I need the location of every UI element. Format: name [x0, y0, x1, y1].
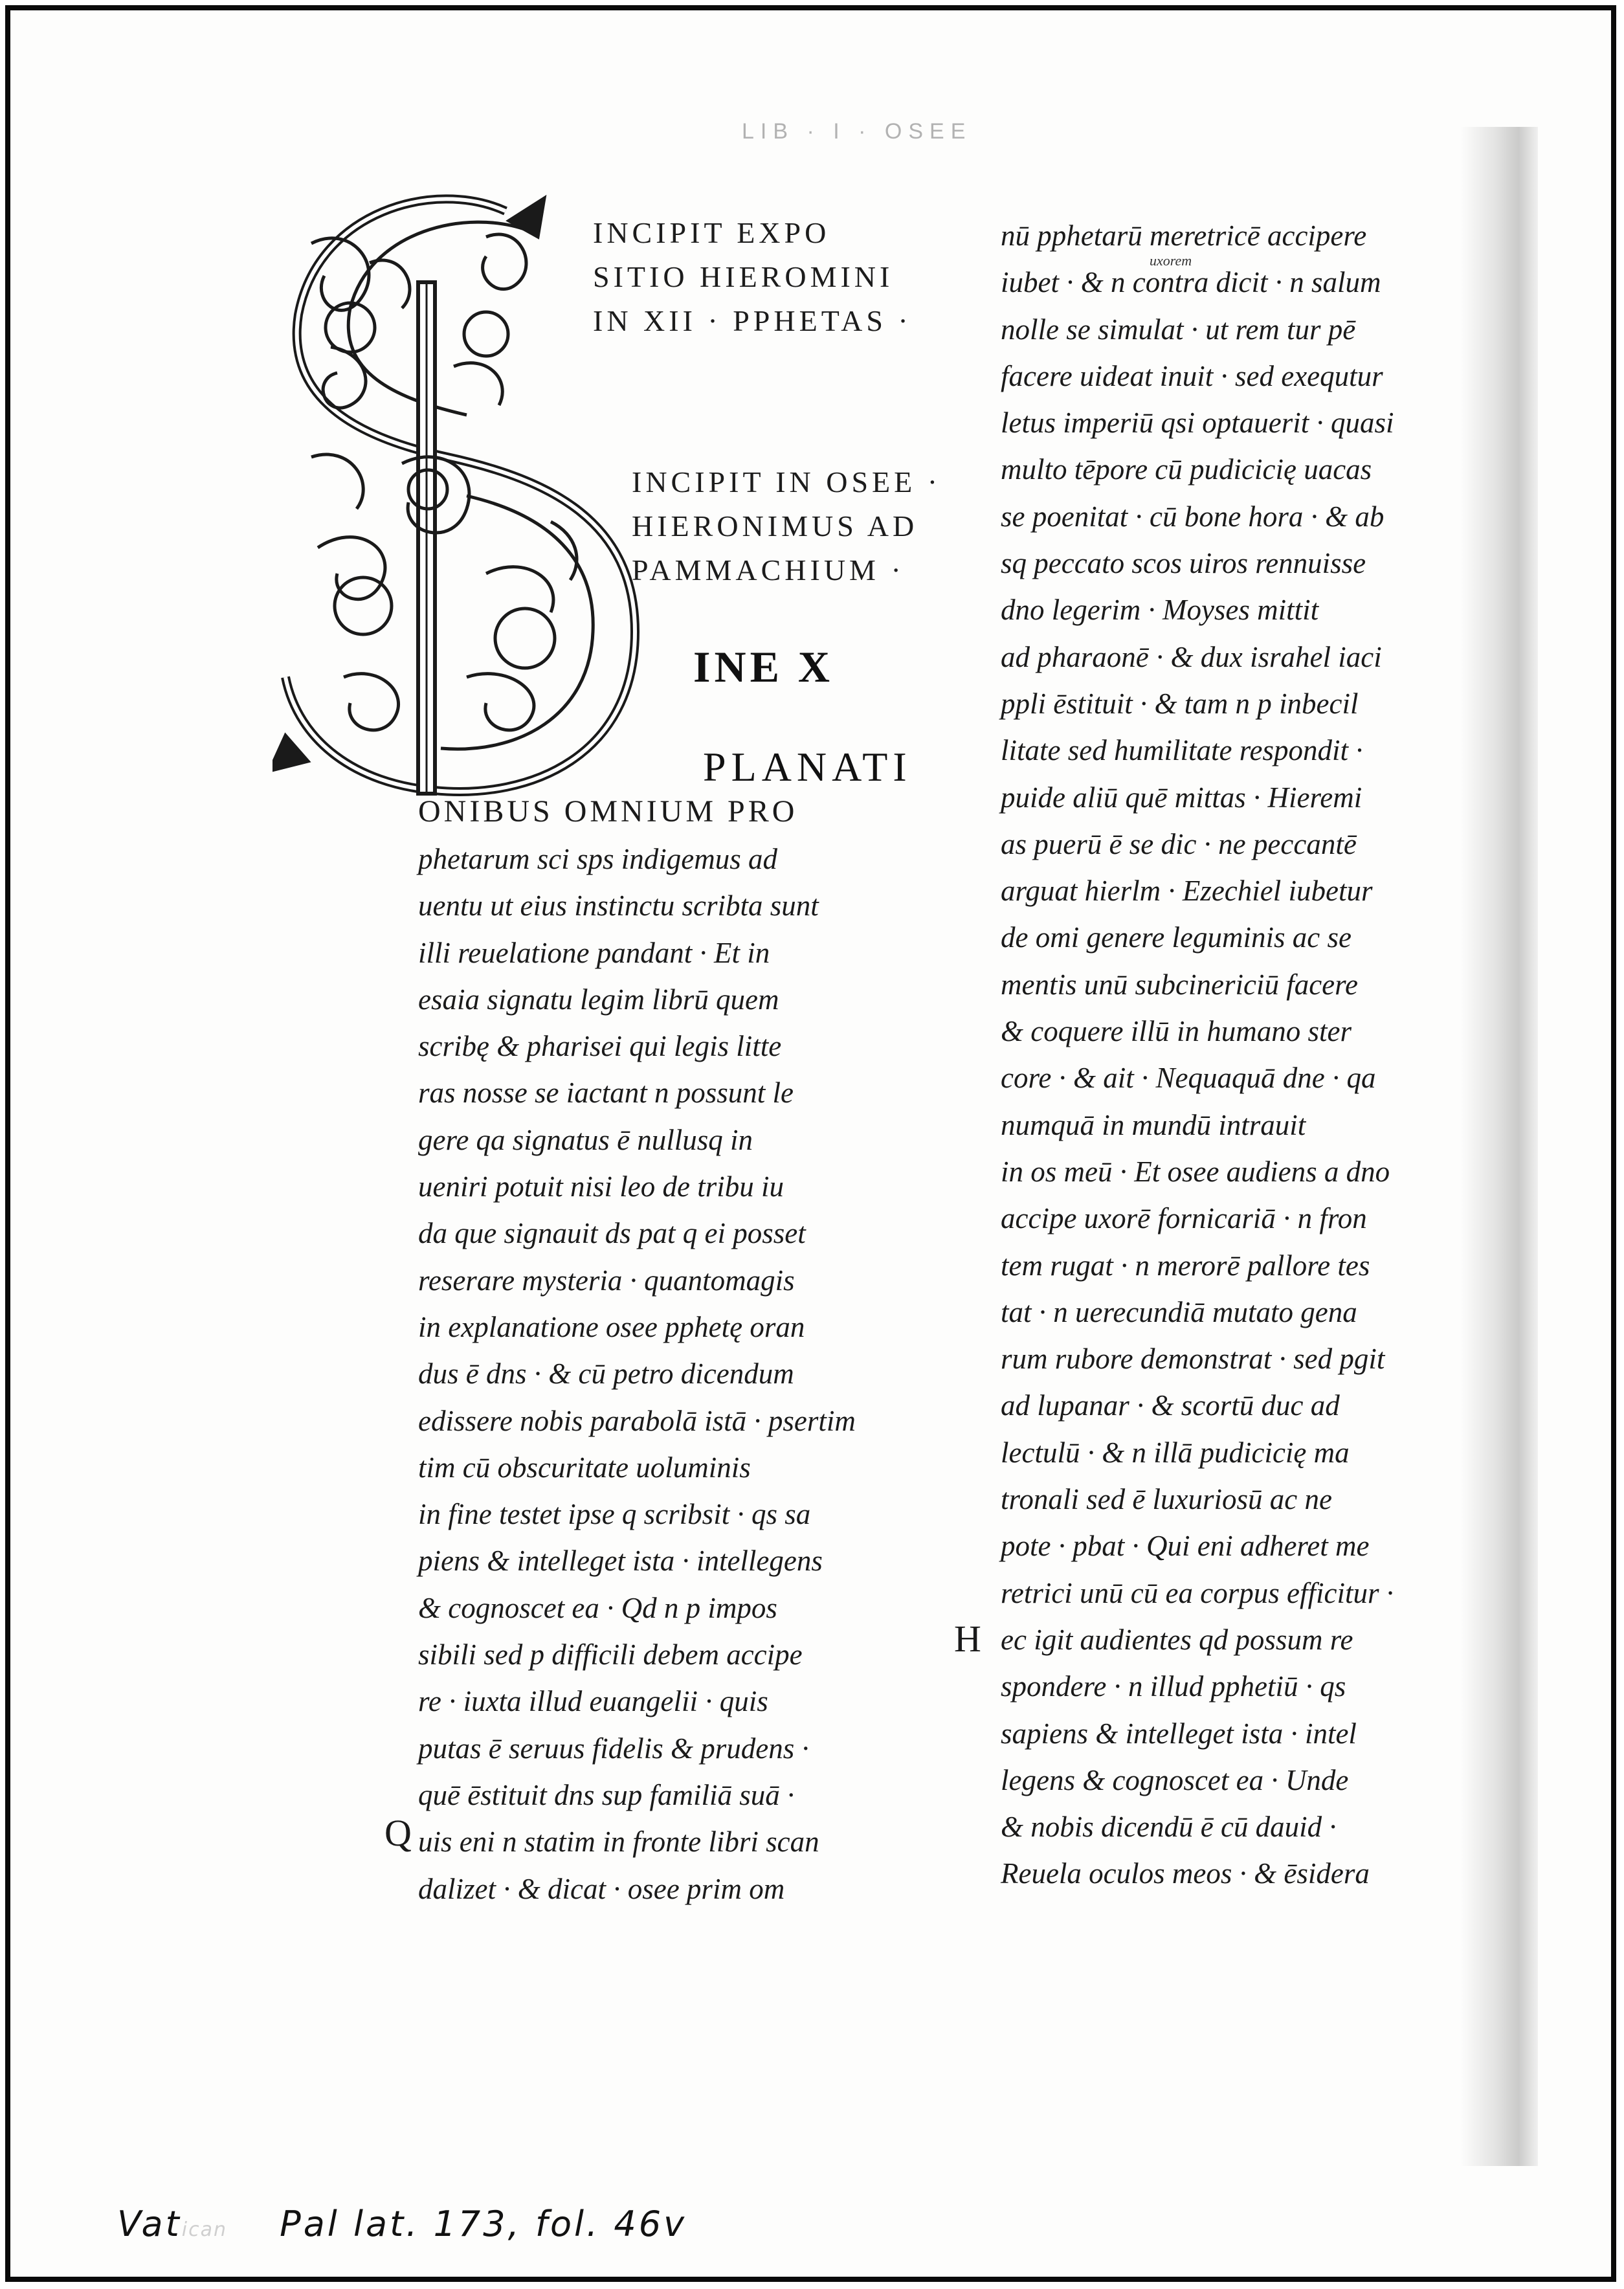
manuscript-page	[5, 5, 1616, 2282]
text-line: sq peccato scos uiros rennuisse	[1001, 547, 1366, 580]
interlinear-correction: uxorem	[1150, 252, 1192, 269]
text-line: puide aliū quē mittas · Hieremi	[1001, 781, 1363, 814]
text-line: & cognoscet ea · Qd n p impos	[418, 1591, 777, 1624]
text-line: nū pphetarū meretricē accipere	[1001, 219, 1367, 252]
text-line: ppli ēstituit · & tam n p inbecil	[1001, 687, 1359, 720]
text-line: core · & ait · Nequaquā dne · qa	[1001, 1062, 1376, 1095]
incipit-osee-line-2: HIERONIMUS AD	[632, 509, 918, 542]
text-line: uentu ut eius instinctu scribta sunt	[418, 889, 819, 922]
text-line: sibili sed p difficili debem accipe	[418, 1638, 803, 1671]
shelfmark-reference: Pal lat. 173, fol. 46v	[280, 2204, 687, 2244]
shelfmark-main: Vat	[117, 2204, 182, 2244]
text-line: & nobis dicendū ē cū dauid ·	[1001, 1811, 1337, 1844]
text-line: se poenitat · cū bone hora · & ab	[1001, 500, 1385, 533]
text-line: dalizet · & dicat · osee prim om	[418, 1872, 785, 1905]
text-line: nolle se simulat · ut rem tur pē	[1001, 313, 1356, 346]
running-head: LIB · I · OSEE	[742, 119, 972, 144]
text-line: putas ē seruus fidelis & prudens ·	[418, 1732, 809, 1765]
display-capitals-line-1: INE X	[693, 642, 834, 691]
text-line: retrici unū cū ea corpus efficitur ·	[1001, 1576, 1394, 1609]
text-line: piens & intelleget ista · intellegens	[418, 1545, 823, 1578]
text-line: spondere · n illud pphetiū · qs	[1001, 1670, 1346, 1703]
incipit-expositio-line-2: SITIO HIEROMINI	[593, 260, 894, 293]
text-line: ras nosse se iactant n possunt le	[418, 1077, 794, 1110]
incipit-expositio	[593, 211, 912, 343]
incipit-osee-line-1: INCIPIT IN OSEE ·	[632, 465, 942, 498]
text-line: arguat hierlm · Ezechiel iubetur	[1001, 875, 1373, 908]
text-line: in os meū · Et osee audiens a dno	[1001, 1155, 1390, 1188]
text-line: scribę & pharisei qui legis litte	[418, 1030, 782, 1063]
text-line: tim cū obscuritate uoluminis	[418, 1451, 751, 1484]
text-line: ec igit audientes qd possum re	[1001, 1623, 1353, 1656]
hanging-initial-q: Q	[384, 1812, 412, 1854]
text-line: ad lupanar · & scortū duc ad	[1001, 1389, 1340, 1422]
text-line: mentis unū subcinericiū facere	[1001, 968, 1358, 1001]
text-line: rum rubore demonstrat · sed pgit	[1001, 1343, 1385, 1376]
text-line: multo tēpore cū pudicicię uacas	[1001, 453, 1372, 486]
text-line: iubet · & n contra dicit · n salum	[1001, 266, 1381, 299]
left-column-capitals: ONIBUS OMNIUM PRO	[418, 794, 798, 829]
text-line: tem rugat · n merorē pallore tes	[1001, 1249, 1370, 1282]
text-line: dus ē dns · & cū petro dicendum	[418, 1357, 794, 1390]
text-line: illi reuelatione pandant · Et in	[418, 936, 770, 969]
text-line: reserare mysteria · quantomagis	[418, 1264, 795, 1297]
text-line: & coquere illū in humano ster	[1001, 1015, 1352, 1048]
text-line: in explanatione osee pphetę oran	[418, 1310, 805, 1343]
text-line: in fine testet ipse q scribsit · qs sa	[418, 1498, 811, 1531]
text-line: litate sed humilitate respondit ·	[1001, 734, 1363, 767]
text-line: lectulū · & n illā pudicicię ma	[1001, 1436, 1350, 1469]
text-line: as puerū ē se dic · ne peccantē	[1001, 827, 1357, 860]
text-line: esaia signatu legim librū quem	[418, 983, 779, 1016]
text-line: re · iuxta illud euangelii · quis	[418, 1685, 768, 1718]
display-capitals-line-2: PLANATI	[703, 744, 912, 790]
text-line: phetarum sci sps indigemus ad	[418, 843, 777, 875]
text-line: edissere nobis parabolā istā · psertim	[418, 1404, 856, 1437]
shelfmark-annotation	[117, 2204, 687, 2244]
text-line: facere uideat inuit · sed exequtur	[1001, 359, 1383, 392]
incipit-osee	[632, 460, 941, 592]
text-line: letus imperiū qsi optauerit · quasi	[1001, 407, 1394, 440]
left-column-text	[418, 836, 929, 1912]
hanging-initial-h: H	[954, 1618, 981, 1660]
text-line: quē ēstituit dns sup familiā suā ·	[418, 1778, 795, 1811]
incipit-osee-line-3: PAMMACHIUM ·	[632, 553, 905, 586]
text-line: de omi genere leguminis ac se	[1001, 921, 1351, 954]
text-line: Reuela oculos meos · & ēsidera	[1001, 1857, 1370, 1890]
right-column-text	[1001, 212, 1454, 1897]
text-line: gere qa signatus ē nullusq in	[418, 1123, 753, 1156]
text-line: pote · pbat · Qui eni adheret me	[1001, 1530, 1370, 1563]
text-line: uis eni n statim in fronte libri scan	[418, 1826, 819, 1859]
binding-shadow	[1460, 127, 1538, 2166]
text-line: accipe uxorē fornicariā · n fron	[1001, 1202, 1367, 1235]
text-line: legens & cognoscet ea · Unde	[1001, 1763, 1349, 1796]
shelfmark-faint: ican	[181, 2218, 227, 2241]
text-line: tronali sed ē luxuriosū ac ne	[1001, 1483, 1333, 1516]
text-line: dno legerim · Moyses mittit	[1001, 594, 1319, 627]
text-line: sapiens & intelleget ista · intel	[1001, 1717, 1357, 1750]
incipit-expositio-line-3: IN XII · PPHETAS ·	[593, 304, 912, 337]
incipit-expositio-line-1: INCIPIT EXPO	[593, 216, 830, 249]
text-line: tat · n uerecundiā mutato gena	[1001, 1295, 1357, 1328]
text-line: ueniri potuit nisi leo de tribu iu	[418, 1170, 784, 1203]
text-line: da que signauit ds pat q ei posset	[418, 1217, 806, 1250]
text-line: ad pharaonē · & dux israhel iaci	[1001, 640, 1382, 673]
text-line: numquā in mundū intrauit	[1001, 1108, 1306, 1141]
